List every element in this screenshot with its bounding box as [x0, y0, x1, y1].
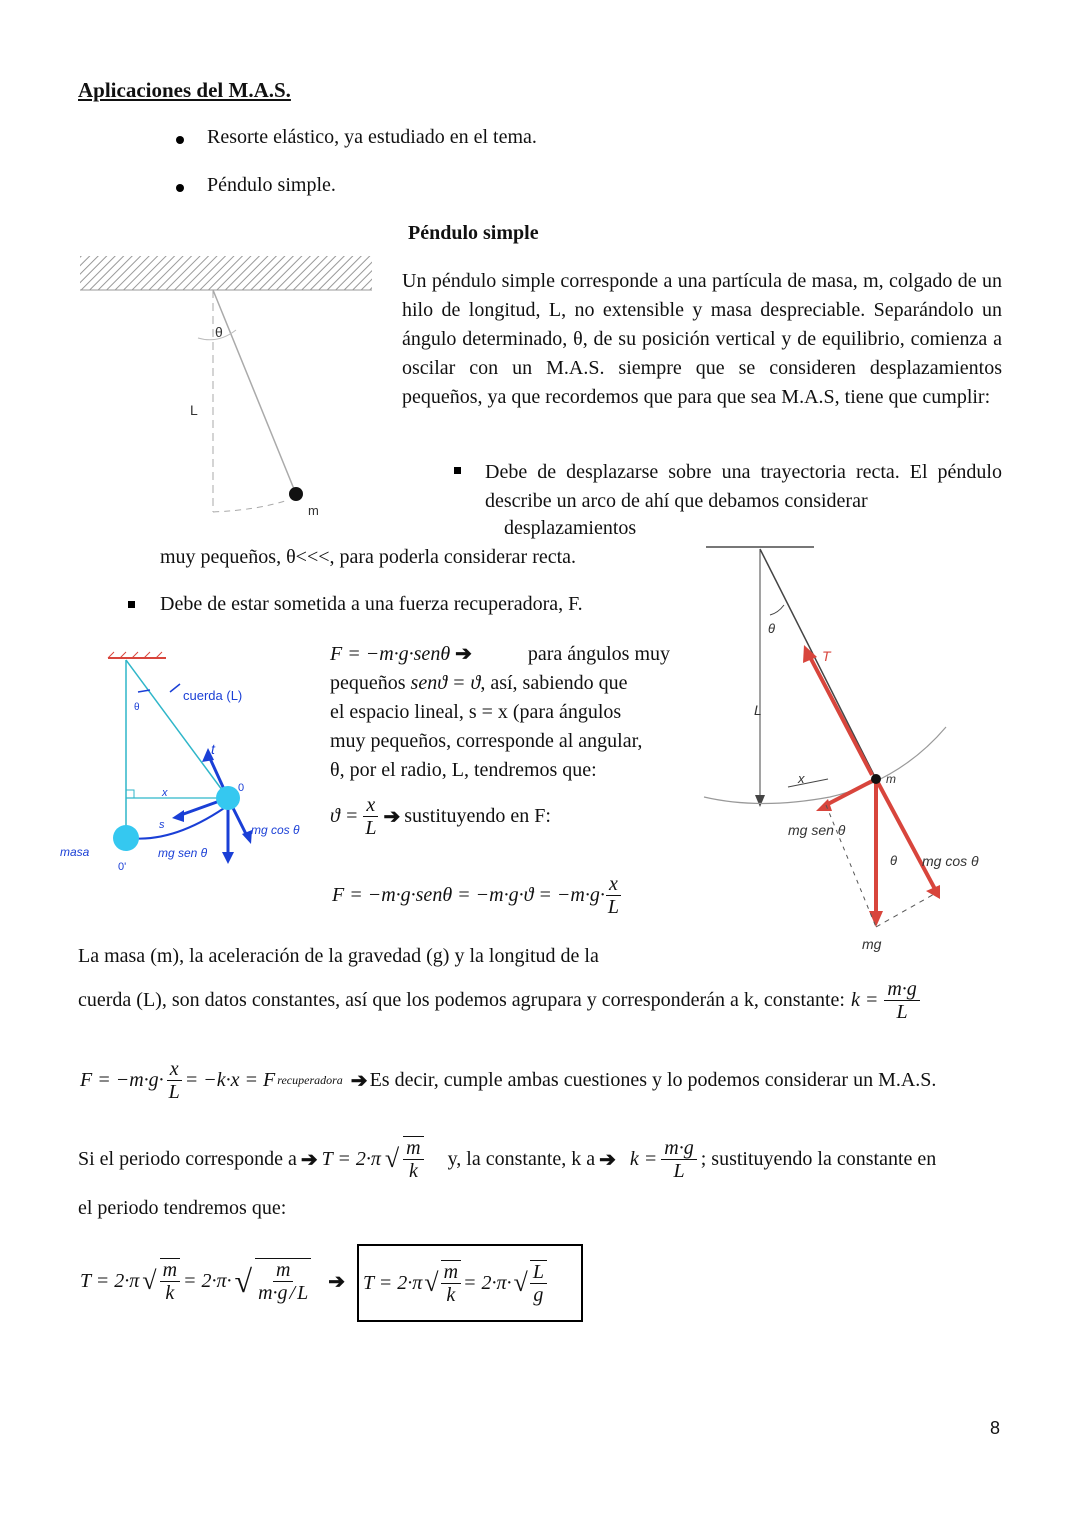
arrow-icon: ➔ [383, 806, 401, 828]
s-label: s [159, 819, 165, 831]
cuerda-label: cuerda (L) [183, 688, 243, 703]
bullet-marker [454, 467, 461, 474]
arrow-icon: ➔ [455, 643, 472, 665]
tension-label: T [822, 648, 831, 664]
theta2-label: θ [890, 853, 898, 868]
period-line: Si el periodo corresponde a ➔ T = 2·π √ $\frac{m}{k}$ y, la constante, k a ➔ k = $\frac{m\cdot g}{L}$ ; sustituyendo la constante en [78, 1136, 937, 1182]
mgsen-arrow [826, 779, 876, 805]
period-derivation: T = 2·π √ $\frac{m}{k}$ = 2·π· √ m m·g / L ➔ [80, 1259, 345, 1304]
force-text: θ, por el radio, L, tendremos que: [330, 759, 597, 781]
mass-label: m [886, 772, 896, 786]
mgcos-arrow [876, 779, 936, 891]
force-text: muy pequeños, corresponde al angular, [330, 730, 643, 752]
bullet-marker [176, 184, 184, 192]
force-text: pequeños [330, 672, 406, 694]
x-label: x [798, 771, 805, 786]
section-title: Péndulo simple [408, 222, 539, 244]
pendulum-force-figure [700, 535, 1000, 955]
swing-arc [213, 500, 288, 512]
condition-1-text-cont: desplazamientos [504, 517, 637, 539]
swing-arc [704, 727, 946, 804]
mgsen-label: mg sen θ [158, 846, 208, 860]
final-period-formula-box: T = 2·π √ $\frac{m}{k}$ = 2·π· √ $\frac{L}{g}$ [357, 1244, 583, 1322]
masa-label: masa [60, 845, 90, 859]
arrow-icon: ➔ [350, 1070, 368, 1092]
constants-line-1: La masa (m), la aceleración de la gravedad (g) y la longitud de la [78, 945, 599, 967]
small-angle-approx: senϑ = ϑ [410, 672, 481, 694]
force-text: el espacio lineal, s = x (para ángulos [330, 701, 622, 723]
tension-arrow [810, 657, 872, 775]
theta-label: θ [215, 324, 223, 340]
mg-label: mg [862, 936, 882, 952]
constants-line-2: cuerda (L), son datos constantes, así que los podemos agrupara y corresponderán a k, constante: k = $\frac{m\cdot g}{L}$ [78, 978, 920, 1023]
origin-label: 0 [238, 782, 245, 794]
mass-bob [871, 774, 881, 784]
string-line [213, 290, 296, 494]
theta-label: θ [768, 621, 776, 636]
force-text: para ángulos muy [527, 643, 670, 665]
condition-1-text-end: muy pequeños, θ<<<, para poderla considerar recta. [160, 546, 577, 568]
force-text: , así, sabiendo que [480, 672, 628, 694]
mgsen-label: mg sen θ [788, 822, 846, 838]
arrow-icon: ➔ [328, 1270, 345, 1293]
bullet-marker [176, 136, 184, 144]
condition-2-text: Debe de estar sometida a una fuerza recuperadora, F. [160, 593, 583, 615]
mass-label: m [308, 503, 319, 518]
length-label: L [190, 402, 198, 418]
x-label: x [162, 787, 168, 799]
origin-prime-label: 0' [118, 861, 127, 873]
string-line [126, 660, 228, 798]
theta-equation: ϑ = $\frac{x}{L}$ ➔ sustituyendo en F: [330, 794, 551, 839]
pendulum-figure-1 [78, 250, 378, 530]
force-equation-2: F = −m·g·senθ = −m·g·ϑ = −m·g· $\frac{x}{L}$ [332, 873, 619, 918]
length-label: L [754, 702, 762, 718]
mgcos-label: mg cos θ [251, 823, 300, 837]
arrow-icon: ➔ [599, 1148, 616, 1171]
mass-ball-equilibrium [113, 825, 139, 851]
page-number: 8 [990, 1418, 1001, 1438]
mass-bob [289, 487, 303, 501]
restoring-force-line: F = −m·g· $\frac{x}{L}$ = −k·x = F recuperadora ➔ Es decir, cumple ambas cuestiones y lo podemos considerar un M.A.S. [80, 1058, 937, 1103]
condition-1-text: Debe de desplazarse sobre una trayectoria recta. El péndulo describe un arco de ahí que debamos considerar [485, 461, 1002, 512]
force-explanation [330, 640, 670, 785]
mass-ball-displaced [216, 786, 240, 810]
t-vector-label: t [211, 741, 215, 757]
bullet-item: Péndulo simple. [207, 174, 336, 196]
theta-label: θ [134, 702, 140, 713]
force-equation: F = −m·g·senθ [330, 643, 451, 665]
page-heading: Aplicaciones del M.A.S. [78, 78, 291, 102]
arrow-icon: ➔ [300, 1148, 318, 1171]
force-diagram-figure [58, 648, 318, 878]
intro-paragraph: Un péndulo simple corresponde a una partícula de masa, m, colgado de un hilo de longitud, L, no extensible y masa despreciable. Separándolo un ángulo determinado, θ, de su posición vertical y de equilibrio, comienza a oscilar con un M.A.S. siempre que se consideren desplazamientos pequeños, ya que recordemos que para que sea M.A.S, tiene que cumplir: [402, 270, 1002, 408]
period-line-cont: el periodo tendremos que: [78, 1197, 287, 1219]
bullet-item: Resorte elástico, ya estudiado en el tema. [207, 126, 537, 148]
mgcos-label: mg cos θ [922, 853, 979, 869]
bullet-marker [128, 601, 135, 608]
string-line [760, 549, 876, 779]
ceiling-hatch [80, 256, 372, 290]
